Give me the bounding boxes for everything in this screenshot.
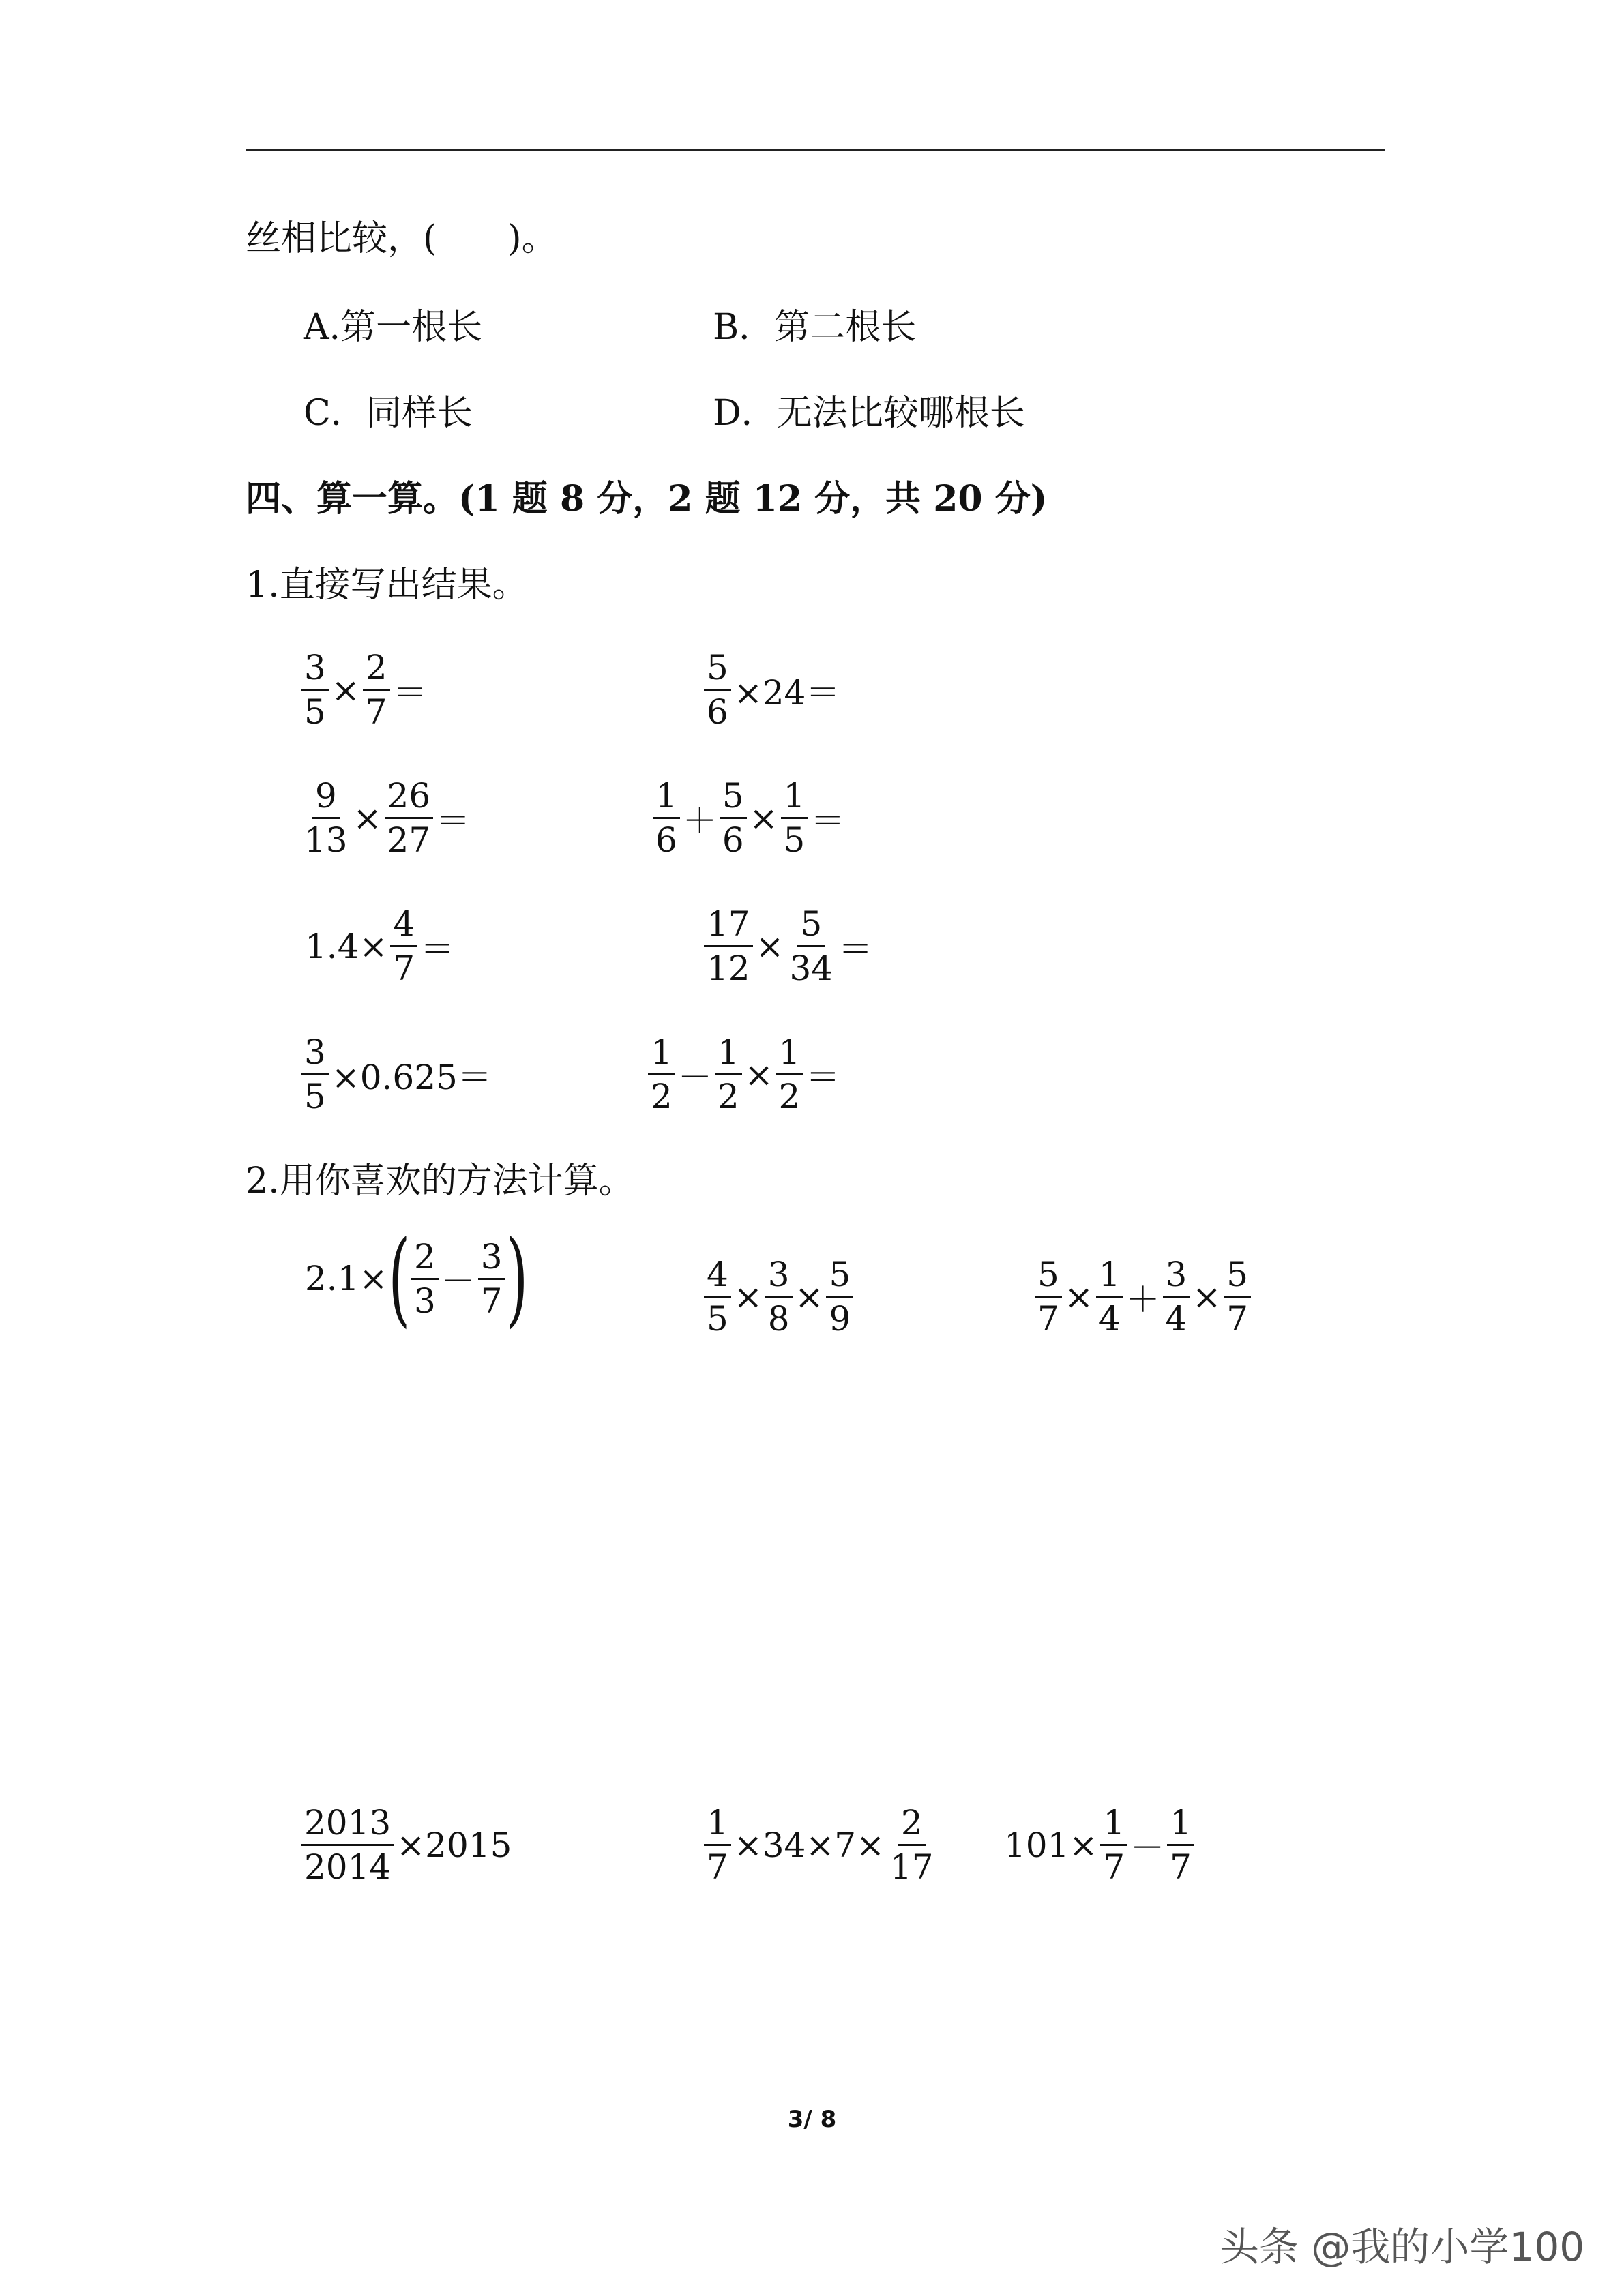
- denominator: 4: [1165, 1299, 1187, 1339]
- fraction: [363, 646, 390, 733]
- denominator: 17: [889, 1847, 934, 1887]
- numerator: 1: [776, 1031, 803, 1075]
- option-c: C．同样长: [304, 393, 473, 434]
- denominator: 2: [651, 1077, 673, 1116]
- numerator: 5: [1035, 1253, 1062, 1298]
- fraction: [301, 775, 351, 861]
- operator: －: [1130, 1828, 1165, 1868]
- operator: ×: [331, 670, 360, 710]
- fraction: [704, 646, 731, 733]
- denominator: 6: [655, 820, 677, 860]
- numerator: 1: [648, 1031, 675, 1075]
- fraction: [887, 1802, 936, 1888]
- page-number: 3/ 8: [787, 2106, 837, 2133]
- numerator: 5: [826, 1253, 853, 1298]
- operator: ＋: [682, 801, 717, 841]
- denominator: 3: [413, 1281, 436, 1321]
- q2-expr-1: [304, 1219, 528, 1338]
- denominator: 7: [365, 692, 387, 732]
- denominator: 7: [1226, 1299, 1249, 1339]
- q1-expr-2: [703, 646, 841, 733]
- fraction: [653, 775, 680, 861]
- operator: －: [441, 1262, 475, 1301]
- operator: ×2015: [396, 1825, 512, 1865]
- numerator: 9: [312, 775, 340, 819]
- fraction: [704, 1253, 731, 1340]
- fraction: [1100, 1802, 1127, 1888]
- numerator: 5: [1224, 1253, 1251, 1298]
- denominator: 5: [304, 692, 326, 732]
- numerator: 1: [653, 775, 680, 819]
- operator: ＝: [838, 929, 873, 969]
- numerator: 3: [1163, 1253, 1190, 1298]
- numerator: 5: [704, 646, 731, 691]
- q2-expr-2: [703, 1253, 855, 1340]
- numerator: 2: [898, 1802, 926, 1846]
- numerator: 5: [797, 903, 825, 947]
- numerator: 4: [390, 903, 417, 947]
- operator: ＝: [806, 1057, 840, 1097]
- option-d: D．无法比较哪根长: [713, 393, 1025, 434]
- fraction: [385, 775, 434, 861]
- operator: ×: [755, 926, 784, 966]
- operator: ＝: [436, 801, 471, 841]
- fraction: [826, 1253, 853, 1340]
- q1-expr-4: [651, 775, 846, 861]
- fraction: [1163, 1253, 1190, 1340]
- numerator: 2: [363, 646, 390, 691]
- watermark: 头条 @我的小学100: [1220, 2224, 1585, 2270]
- fraction: [301, 646, 329, 733]
- option-b: B．第二根长: [713, 307, 917, 348]
- fraction: [1096, 1253, 1123, 1340]
- denominator: 8: [767, 1299, 790, 1339]
- fraction: [478, 1236, 505, 1322]
- fraction: [776, 1031, 803, 1118]
- fraction: [781, 775, 808, 861]
- operator: 1.4×: [305, 926, 388, 966]
- denominator: 7: [393, 949, 415, 988]
- q1-expr-6: [703, 903, 874, 989]
- numerator: 1: [1096, 1253, 1123, 1298]
- numerator: 3: [301, 1031, 329, 1075]
- q1-expr-8: [647, 1031, 841, 1118]
- operator: ＝: [392, 672, 427, 713]
- fraction: [648, 1031, 675, 1118]
- q1-expr-1: [300, 646, 428, 733]
- operator: ＋: [1125, 1279, 1160, 1320]
- operator: ×34×7×: [733, 1825, 885, 1865]
- fraction: [1035, 1253, 1062, 1340]
- operator: ×: [749, 798, 778, 838]
- denominator: 5: [304, 1077, 326, 1116]
- operator: ×: [795, 1277, 824, 1317]
- fraction: [301, 1802, 394, 1888]
- denominator: 9: [829, 1299, 851, 1339]
- fraction: [765, 1253, 793, 1340]
- denominator: 4: [1098, 1299, 1121, 1339]
- fraction: [704, 903, 753, 989]
- operator: 2.1×: [305, 1259, 388, 1298]
- q2-title: 2.用你喜欢的方法计算。: [246, 1161, 634, 1202]
- numerator: 3: [301, 646, 329, 691]
- operator: ×24＝: [733, 672, 840, 713]
- fraction: [704, 1802, 731, 1888]
- numerator: 1: [781, 775, 808, 819]
- q1-expr-3: [300, 775, 471, 861]
- fraction: [301, 1031, 329, 1118]
- operator: ＝: [420, 929, 455, 969]
- denominator: 5: [783, 820, 806, 860]
- fraction: [720, 775, 747, 861]
- fraction: [787, 903, 836, 989]
- numerator: 1: [1167, 1802, 1194, 1846]
- numerator: 5: [720, 775, 747, 819]
- option-a: A.第一根长: [304, 307, 483, 348]
- operator: ×: [1064, 1277, 1093, 1317]
- operator: ×: [744, 1054, 773, 1094]
- denominator: 34: [789, 949, 833, 988]
- question-tail: 丝相比较，( )。: [246, 218, 557, 259]
- denominator: 6: [707, 692, 728, 732]
- denominator: 7: [707, 1847, 728, 1887]
- fraction: [411, 1236, 439, 1322]
- denominator: 2014: [304, 1847, 392, 1887]
- denominator: 2: [778, 1077, 801, 1116]
- operator: ×: [353, 798, 382, 838]
- operator: －: [677, 1057, 712, 1097]
- denominator: 12: [707, 949, 750, 988]
- q2-expr-3: [1033, 1253, 1252, 1340]
- q2-expr-4: [300, 1802, 513, 1888]
- denominator: 7: [480, 1281, 503, 1321]
- q1-expr-7: [300, 1031, 493, 1118]
- operator: ＝: [810, 801, 845, 841]
- q1-title: 1.直接写出结果。: [246, 565, 528, 606]
- operator: ×0.625＝: [331, 1057, 492, 1097]
- q2-expr-5: [703, 1802, 938, 1888]
- numerator: 1: [1100, 1802, 1127, 1846]
- numerator: 4: [704, 1253, 731, 1298]
- numerator: 26: [385, 775, 434, 819]
- numerator: 3: [765, 1253, 793, 1298]
- left-paren: (: [388, 1219, 411, 1338]
- operator: 101×: [1004, 1825, 1098, 1865]
- operator: ×: [733, 1277, 763, 1317]
- numerator: 2013: [301, 1802, 394, 1846]
- section4-title: 四、算一算。(1 题 8 分，2 题 12 分，共 20 分): [246, 478, 1048, 520]
- fraction: [715, 1031, 742, 1118]
- q2-expr-6: [1003, 1802, 1196, 1888]
- numerator: 1: [704, 1802, 731, 1846]
- denominator: 27: [387, 820, 431, 860]
- denominator: 7: [1170, 1847, 1192, 1887]
- operator: ×: [1192, 1277, 1222, 1317]
- denominator: 7: [1037, 1299, 1059, 1339]
- denominator: 2: [717, 1077, 739, 1116]
- numerator: 17: [704, 903, 753, 947]
- header-rule: [246, 149, 1385, 151]
- denominator: 6: [722, 820, 744, 860]
- right-paren: ): [505, 1219, 528, 1338]
- fraction: [1167, 1802, 1194, 1888]
- numerator: 3: [478, 1236, 505, 1280]
- q1-expr-5: [304, 903, 456, 989]
- fraction: [390, 903, 417, 989]
- denominator: 5: [707, 1299, 728, 1339]
- denominator: 13: [304, 820, 348, 860]
- denominator: 7: [1103, 1847, 1125, 1887]
- numerator: 1: [715, 1031, 742, 1075]
- fraction: [1224, 1253, 1251, 1340]
- numerator: 2: [411, 1236, 439, 1280]
